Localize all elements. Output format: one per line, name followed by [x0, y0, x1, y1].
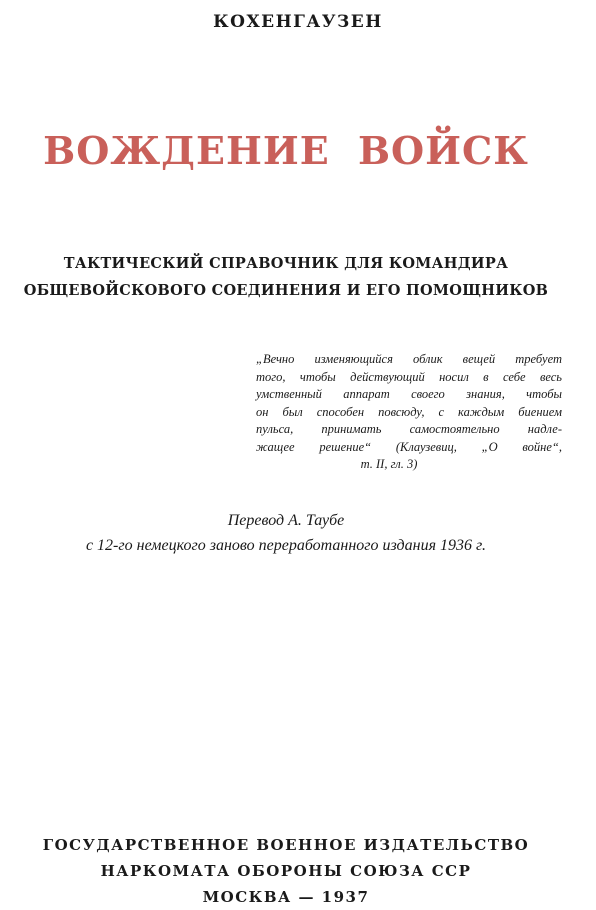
subtitle — [0, 250, 572, 304]
translation-note — [0, 508, 572, 558]
publisher-line: НАРКОМАТА ОБОРОНЫ СОЮЗА ССР — [100, 862, 472, 880]
edition-line: с 12-го немецкого заново переработанного издания 1936 г. — [85, 537, 487, 554]
epigraph-line: „Вечно изменяющийся облик вещей требует — [256, 352, 562, 366]
epigraph — [256, 351, 562, 474]
publisher-line: ГОСУДАРСТВЕННОЕ ВОЕННОЕ ИЗДАТЕЛЬСТВО — [42, 836, 530, 854]
epigraph-line: того, чтобы действующий носил в себе весь — [256, 369, 562, 384]
author-name: КОХЕНГАУЗЕН — [213, 12, 383, 32]
epigraph-line: он был способен повсюду, с каждым биением — [256, 404, 562, 419]
city-year-line: МОСКВА — 1937 — [202, 888, 370, 906]
translator-line: Перевод А. Таубе — [227, 512, 345, 529]
publisher-imprint — [0, 832, 572, 910]
epigraph-line: умственный аппарат своего знания, чтобы — [256, 387, 562, 401]
epigraph-line: жащее решение“ (Клаузевиц, „О войне“, — [256, 439, 562, 454]
epigraph-source: т. II, гл. 3) — [360, 457, 418, 471]
subtitle-line: ОБЩЕВОЙСКОВОГО СОЕДИНЕНИЯ И ЕГО ПОМОЩНИКОВ — [23, 282, 549, 299]
subtitle-line: ТАКТИЧЕСКИЙ СПРАВОЧНИК ДЛЯ КОМАНДИРА — [63, 255, 509, 272]
epigraph-line: пульса, принимать самостоятельно надле- — [256, 422, 562, 436]
book-title: ВОЖДЕНИЕ ВОЙСК — [43, 128, 529, 173]
